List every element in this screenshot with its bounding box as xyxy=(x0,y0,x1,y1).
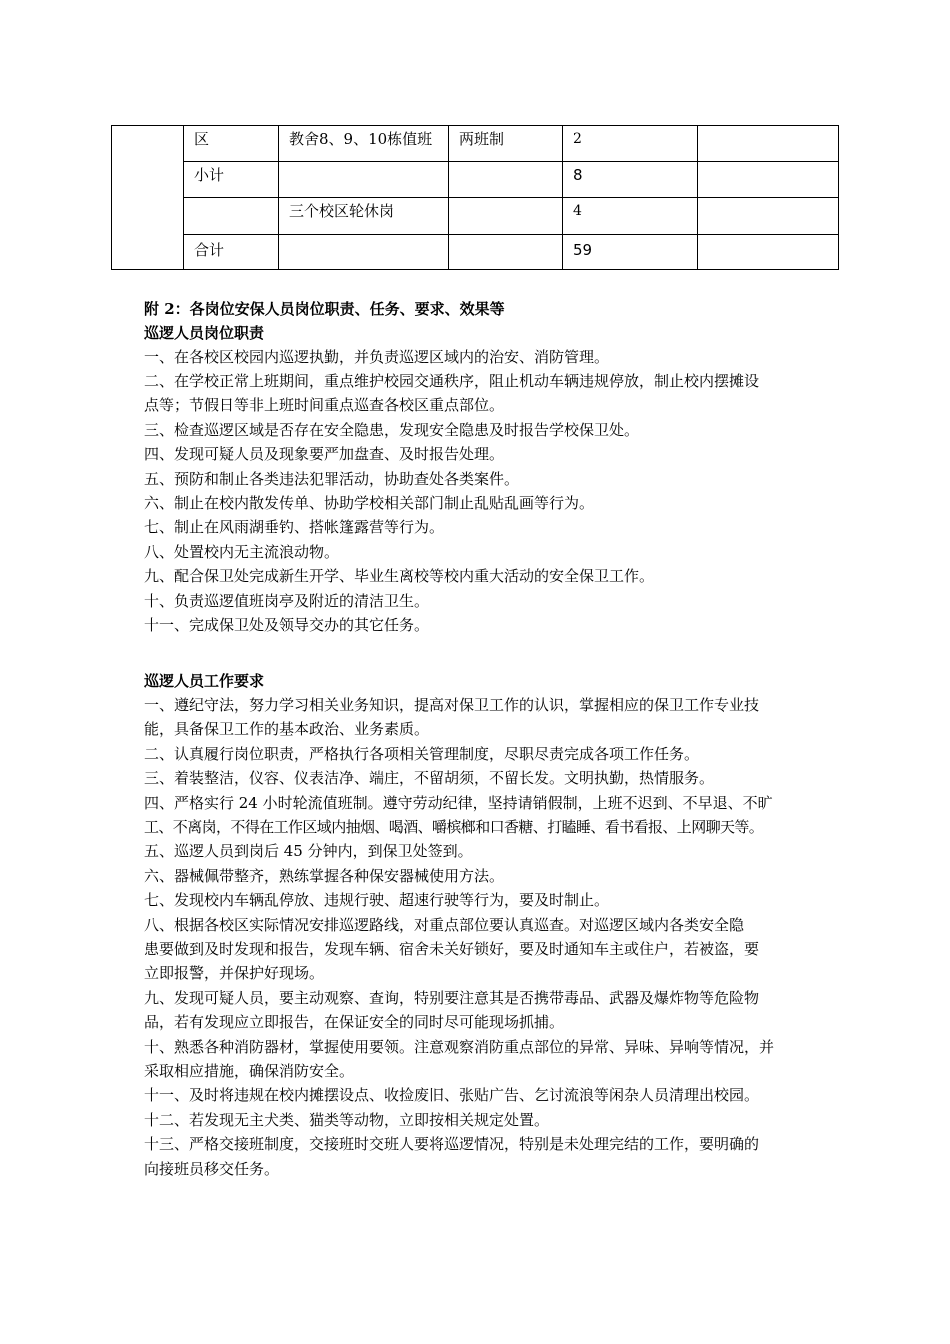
paragraph-line: 立即报警，并保护好现场。 xyxy=(144,964,325,982)
table-cell xyxy=(698,237,838,269)
table-cell xyxy=(449,162,562,197)
paragraph-line: 八、根据各校区实际情况安排巡逻路线，对重点部位要认真巡查。对巡逻区域内各类安全隐 xyxy=(144,916,745,934)
paragraph-line: 四、严格实行 24 小时轮流值班制。遵守劳动纪律，坚持请销假制，上班不迟到、不早退、不旷 xyxy=(144,794,773,812)
paragraph-line: 十、熟悉各种消防器材，掌握使用要领。注意观察消防重点部位的异常、异味、异响等情况，并 xyxy=(144,1038,775,1056)
paragraph-line: 十一、完成保卫处及领导交办的其它任务。 xyxy=(144,616,430,634)
paragraph-line: 品，若有发现应立即报告，在保证安全的同时尽可能现场抓捕。 xyxy=(144,1013,565,1031)
section-title: 巡逻人员岗位职责 xyxy=(144,324,265,342)
paragraph-line: 十二、若发现无主犬类、猫类等动物，立即按相关规定处置。 xyxy=(144,1111,550,1129)
table-cell: 8 xyxy=(573,166,583,184)
paragraph-line: 工、不离岗，不得在工作区域内抽烟、喝酒、嚼槟榔和口香糖、打瞌睡、看书看报、上网聊天等。 xyxy=(144,818,764,836)
paragraph-line: 八、处置校内无主流浪动物。 xyxy=(144,543,340,561)
paragraph-line: 点等；节假日等非上班时间重点巡查各校区重点部位。 xyxy=(144,396,505,414)
paragraph-line: 向接班员移交任务。 xyxy=(144,1160,280,1178)
table-cell xyxy=(698,198,838,234)
paragraph-line: 七、发现校内车辆乱停放、违规行驶、超速行驶等行为，要及时制止。 xyxy=(144,891,610,909)
paragraph-line: 十三、严格交接班制度，交接班时交班人要将巡逻情况，特别是未处理完结的工作，要明确的 xyxy=(144,1135,760,1153)
paragraph-line: 采取相应措施，确保消防安全。 xyxy=(144,1062,355,1080)
paragraph-line: 九、发现可疑人员，要主动观察、查询，特别要注意其是否携带毒品、武器及爆炸物等危险物 xyxy=(144,989,760,1007)
table-border-left xyxy=(111,125,112,270)
table-rule xyxy=(111,269,183,270)
paragraph-line: 能，具备保卫工作的基本政治、业务素质。 xyxy=(144,720,430,738)
paragraph-line: 一、在各校区校园内巡逻执勤，并负责巡逻区域内的治安、消防管理。 xyxy=(144,348,610,366)
table-cell: 区 xyxy=(194,130,210,148)
table-cell: 三个校区轮休岗 xyxy=(289,202,395,220)
table-cell xyxy=(184,198,278,234)
table-border-right xyxy=(838,125,839,270)
paragraph-line: 三、着装整洁，仪容、仪表洁净、端庄，不留胡须，不留长发。文明执勤，热情服务。 xyxy=(144,769,715,787)
table-cell xyxy=(279,162,448,197)
paragraph-line: 六、器械佩带整齐，熟练掌握各种保安器械使用方法。 xyxy=(144,867,505,885)
paragraph-line: 患要做到及时发现和报告，发现车辆、宿舍未关好锁好，要及时通知车主或住户，若被盗，要 xyxy=(144,940,760,958)
paragraph-line: 十、负责巡逻值班岗亭及附近的清洁卫生。 xyxy=(144,592,430,610)
table-cell xyxy=(449,237,562,269)
table-cell xyxy=(279,237,448,269)
paragraph-line: 九、配合保卫处完成新生开学、毕业生离校等校内重大活动的安全保卫工作。 xyxy=(144,567,655,585)
paragraph-line: 二、认真履行岗位职责，严格执行各项相关管理制度，尽职尽责完成各项工作任务。 xyxy=(144,745,700,763)
table-cell: 小计 xyxy=(194,166,225,184)
paragraph-line: 五、预防和制止各类违法犯罪活动，协助查处各类案件。 xyxy=(144,470,520,488)
table-rule xyxy=(183,269,839,270)
table-cell xyxy=(698,126,838,161)
paragraph-line: 一、遵纪守法，努力学习相关业务知识，提高对保卫工作的认识，掌握相应的保卫工作专业技 xyxy=(144,696,760,714)
table-cell: 教舍8、9、10栋值班 xyxy=(289,130,433,148)
paragraph-line: 四、发现可疑人员及现象要严加盘查、及时报告处理。 xyxy=(144,445,505,463)
table-cell: 2 xyxy=(573,131,582,147)
table-cell: 两班制 xyxy=(459,130,505,148)
paragraph-line: 六、制止在校内散发传单、协助学校相关部门制止乱贴乱画等行为。 xyxy=(144,494,595,512)
table-rule xyxy=(183,234,839,235)
paragraph-line: 三、检查巡逻区域是否存在安全隐患，发现安全隐患及时报告学校保卫处。 xyxy=(144,421,640,439)
section-title: 巡逻人员工作要求 xyxy=(144,672,265,690)
paragraph-line: 五、巡逻人员到岗后 45 分钟内，到保卫处签到。 xyxy=(144,842,473,860)
paragraph-line: 二、在学校正常上班期间，重点维护校园交通秩序，阻止机动车辆违规停放，制止校内摆摊设 xyxy=(144,372,760,390)
paragraph-line: 十一、及时将违规在校内摊摆设点、收捡废旧、张贴广告、乞讨流浪等闲杂人员清理出校园。 xyxy=(144,1086,760,1104)
table-cell: 合计 xyxy=(194,241,225,259)
table-cell: 59 xyxy=(573,241,593,259)
table-cell xyxy=(449,198,562,234)
table-cell xyxy=(698,162,838,197)
paragraph-line: 七、制止在风雨湖垂钓、搭帐篷露营等行为。 xyxy=(144,518,445,536)
table-cell: 4 xyxy=(573,203,582,219)
appendix-title: 附 2：各岗位安保人员岗位职责、任务、要求、效果等 xyxy=(144,300,505,318)
